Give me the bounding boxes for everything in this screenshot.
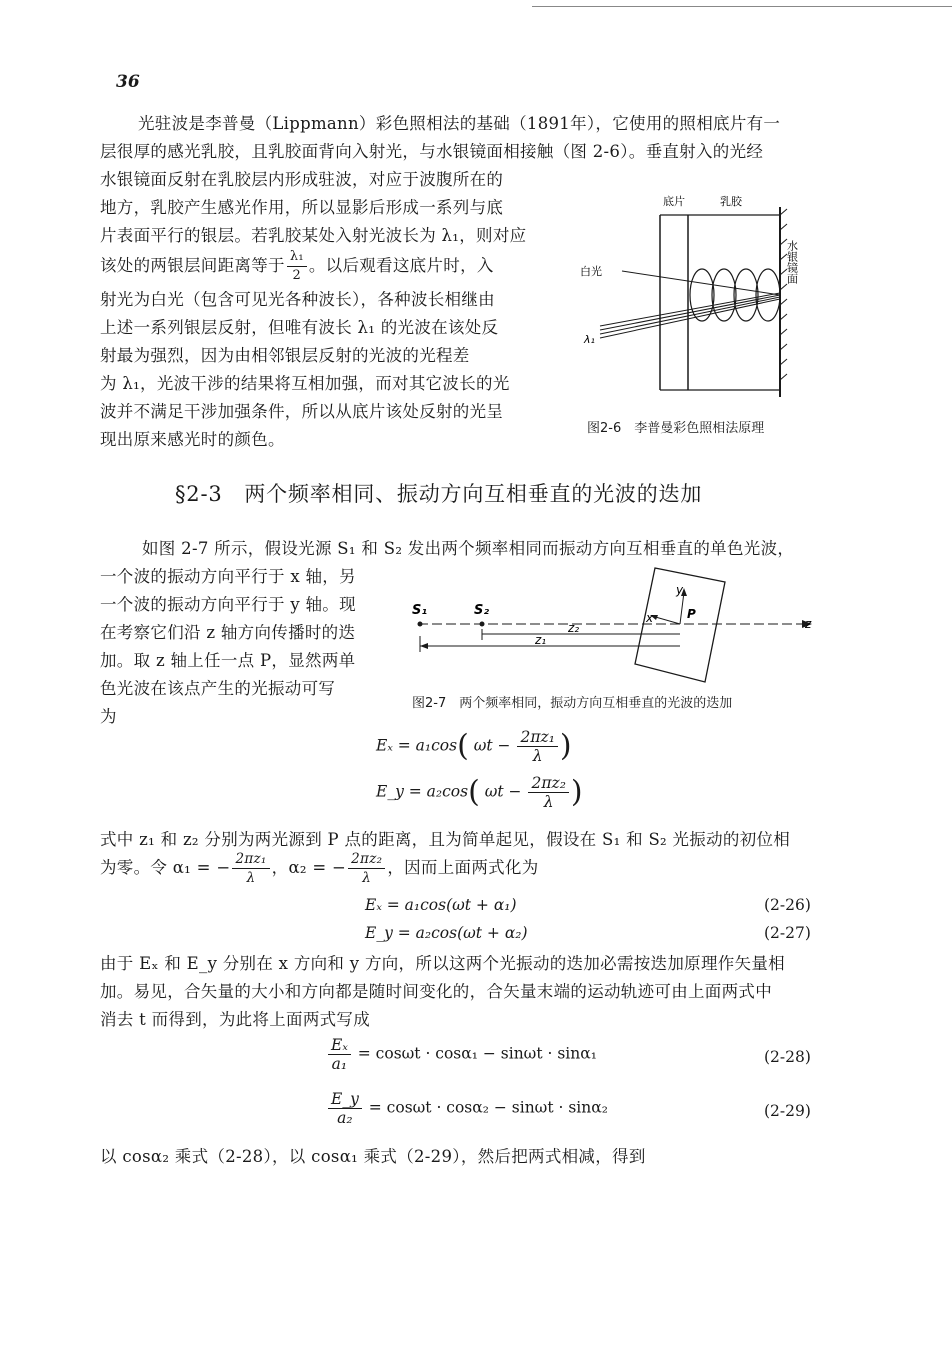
equation-2-28-number: (2-28) [764,1048,811,1066]
section-heading: §2-3 两个频率相同、振动方向互相垂直的光波的迭加 [175,482,703,506]
label-y: y [676,583,684,597]
after-eq-line-1: 式中 z₁ 和 z₂ 分别为两光源到 P 点的距离，且为简单起见，假设在 S₁ 和 S₂ 光振动的初位相 [100,830,791,849]
label-p: P [687,607,696,621]
figure-2-7-caption: 图2-7 两个频率相同，振动方向互相垂直的光波的迭加 [412,696,733,711]
label-z1: z₁ [535,633,547,647]
label-s1: S₁ [412,603,428,618]
eq28-fraction [328,1036,351,1073]
equation-2-27-number: (2-27) [764,924,811,942]
equation-2-29-number: (2-29) [764,1102,811,1120]
section-line-2: 一个波的振动方向平行于 x 轴，另 [100,567,356,586]
alpha1-frac-num: 2πz₁ [232,850,269,869]
ex-left-paren: ( [457,728,469,764]
after-eq-line-2-after: ，因而上面两式化为 [387,858,539,877]
equation-ex [376,728,572,765]
intro-line-8: 上述一系列银层反射，但唯有波长 λ₁ 的光波在该处反 [100,318,499,337]
eq29-fraction [328,1090,362,1127]
section-line-3: 一个波的振动方向平行于 y 轴。现 [100,595,356,614]
ex-inner: ωt − [473,736,511,755]
frac-numerator: λ₁ [287,248,307,267]
intro-line-12: 现出原来感光时的颜色。 [100,430,285,449]
mirror-hatching [780,209,787,380]
intro-line-4: 地方，乳胶产生感光作用，所以显影后形成一系列与底 [100,198,504,217]
intro-line-5: 片表面平行的银层。若乳胶某处入射光波长为 λ₁，则对应 [100,226,527,245]
section-line-7: 为 [100,707,117,726]
eq29-frac-den: a₂ [337,1109,353,1127]
intro-line-10: 为 λ₁，光波干涉的结果将互相加强，而对其它波长的光 [100,374,510,393]
section-line-5: 加。取 z 轴上任一点 P，显然两单 [100,651,356,670]
ex-fraction [517,728,557,765]
alpha1-frac-den: λ [246,870,256,886]
section-line-1: 如图 2-7 所示，假设光源 S₁ 和 S₂ 发出两个频率相同而振动方向互相垂直的单色光波， [142,539,795,558]
eq28-frac-den: a₁ [331,1055,348,1073]
ey-right-paren: ) [570,774,583,810]
ey-left-paren: ( [468,774,480,810]
intro-line-9: 射最为强烈，因为由相邻银层反射的光波的光程差 [100,346,470,365]
label-lambda-1: λ₁ [584,333,595,346]
eq28-frac-num: Eₓ [328,1036,351,1055]
ex-right-paren: ) [559,728,572,764]
label-z2: z₂ [568,621,580,635]
label-z: z [805,617,812,631]
after-eq-line-2-before: 为零。令 α₁ = − [100,858,231,877]
alpha2-frac-num: 2πz₂ [348,850,385,869]
label-white-light: 白光 [580,265,602,278]
intro-line-6 [100,248,494,285]
ey-frac-num: 2πz₂ [528,774,568,793]
label-mercury-mirror: 水银镜面 [785,240,799,284]
superposition-line-3: 消去 t 而得到，为此将上面两式写成 [100,1010,371,1029]
equation-2-26: Eₓ = a₁cos(ωt + α₁) [365,896,517,914]
ex-frac-num: 2πz₁ [517,728,557,747]
ey-lhs: E_y = a₂cos [376,782,469,801]
ex-frac-den: λ [532,747,543,765]
label-film: 底片 [663,195,685,208]
intro-line-2: 层很厚的感光乳胶，且乳胶面背向入射光，与水银镜面相接触（图 2-6）。垂直射入的光经 [100,142,764,161]
ex-lhs: Eₓ = a₁cos [376,736,458,755]
after-eq-line-2-mid: ，α₂ = − [271,858,347,877]
superposition-line-1: 由于 Eₓ 和 E_y 分别在 x 方向和 y 方向，所以这两个光振动的迭加必需按迭加原理作矢量相 [100,954,785,973]
after-eq-line-2 [100,850,539,887]
alpha2-fraction [348,850,385,887]
equation-2-27: E_y = a₂cos(ωt + α₂) [365,924,528,942]
label-emulsion: 乳胶 [720,195,742,208]
superposition-line-2: 加。易见，合矢量的大小和方向都是随时间变化的，合矢量末端的运动轨迹可由上面两式中 [100,982,772,1001]
ey-inner: ωt − [484,782,522,801]
intro-line-3: 水银镜面反射在乳胶层内形成驻波，对应于波腹所在的 [100,170,504,189]
z1-arrow-left [420,643,428,649]
intro-line-6-before: 该处的两银层间距离等于 [100,256,285,275]
intro-line-7: 射光为白光（包含可见光各种波长），各种波长相继由 [100,290,495,309]
equation-ey [376,774,583,811]
ey-frac-den: λ [543,793,554,811]
alpha2-frac-den: λ [362,870,372,886]
intro-line-6-after: 。以后观看这底片时，入 [308,256,494,275]
page-number: 36 [116,72,140,92]
lambda-over-two [287,248,307,285]
incident-rays [600,271,780,338]
section-line-4: 在考察它们沿 z 轴方向传播时的迭 [100,623,356,642]
label-x: x [646,611,654,625]
alpha1-fraction [232,850,269,887]
frac-denominator: 2 [292,268,302,283]
source-s1-dot [418,622,423,627]
equation-2-26-number: (2-26) [764,896,811,914]
figure-2-6-caption: 图2-6 李普曼彩色照相法原理 [587,421,765,436]
ey-fraction [528,774,568,811]
intro-line-1: 光驻波是李普曼（Lippmann）彩色照相法的基础（1891年），它使用的照相底片有一 [138,114,781,133]
final-line: 以 cosα₂ 乘式（2-28），以 cosα₁ 乘式（2-29），然后把两式相减，得到 [100,1147,646,1166]
eq29-rhs: = cosωt · cosα₂ − sinωt · sinα₂ [368,1098,608,1117]
section-line-6: 色光波在该点产生的光振动可写 [100,679,336,698]
figure-2-6-diagram [560,185,820,410]
equation-2-29 [326,1090,608,1127]
equation-2-28 [326,1036,597,1073]
intro-line-11: 波并不满足干涉加强条件，所以从底片该处反射的光呈 [100,402,504,421]
label-s2: S₂ [474,603,490,618]
figure-2-7-diagram [400,560,820,685]
top-rule [532,6,952,7]
eq29-frac-num: E_y [328,1090,362,1109]
source-s2-dot [480,622,485,627]
eq28-rhs: = cosωt · cosα₁ − sinωt · sinα₁ [357,1044,597,1063]
